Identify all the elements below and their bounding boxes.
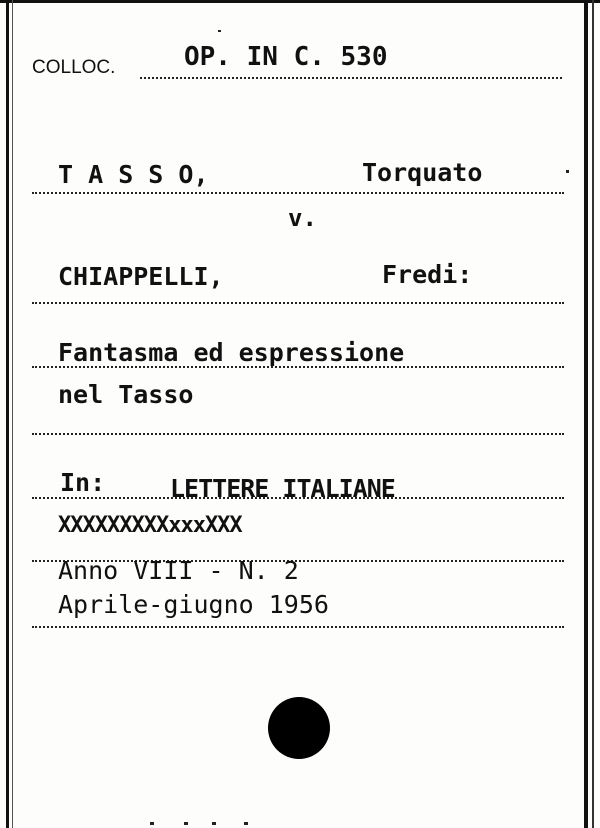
title-dotted-line-1 [32, 366, 564, 368]
issue-number: Anno VIII - N. 2 [58, 556, 299, 585]
struck-out-text: XXXXXXXXXxxxXXX [58, 513, 242, 538]
title-line-1: Fantasma ed espressione [58, 338, 405, 367]
title-line-2: nel Tasso [58, 380, 194, 409]
author-surname: T A S S O, [58, 160, 209, 189]
title-dotted-line-2 [32, 433, 564, 435]
card-right-edge-outer [592, 0, 594, 828]
journal-title: LETTERE ITALIANE [170, 474, 395, 503]
card-left-edge [6, 0, 9, 828]
in-label: In: [60, 468, 106, 497]
author-name: Torquato [362, 158, 483, 187]
journal-dotted-line [32, 497, 564, 499]
card-top-edge [0, 0, 600, 3]
critic-dotted-line [32, 302, 564, 304]
card-punch-hole [268, 697, 330, 759]
colloc-label: COLLOC. [32, 57, 116, 78]
card-right-edge [584, 0, 588, 828]
publication-date: Aprile-giugno 1956 [58, 590, 329, 619]
author-dotted-line [32, 192, 564, 194]
card-left-edge-inner [12, 0, 13, 828]
critic-surname: CHIAPPELLI, [58, 262, 224, 291]
critic-name: Fredi: [382, 260, 473, 289]
colloc-dotted-line [140, 77, 562, 79]
versus-mark: v. [288, 204, 317, 232]
shelfmark: OP. IN C. 530 [184, 42, 388, 72]
date-dotted-line [32, 626, 564, 628]
